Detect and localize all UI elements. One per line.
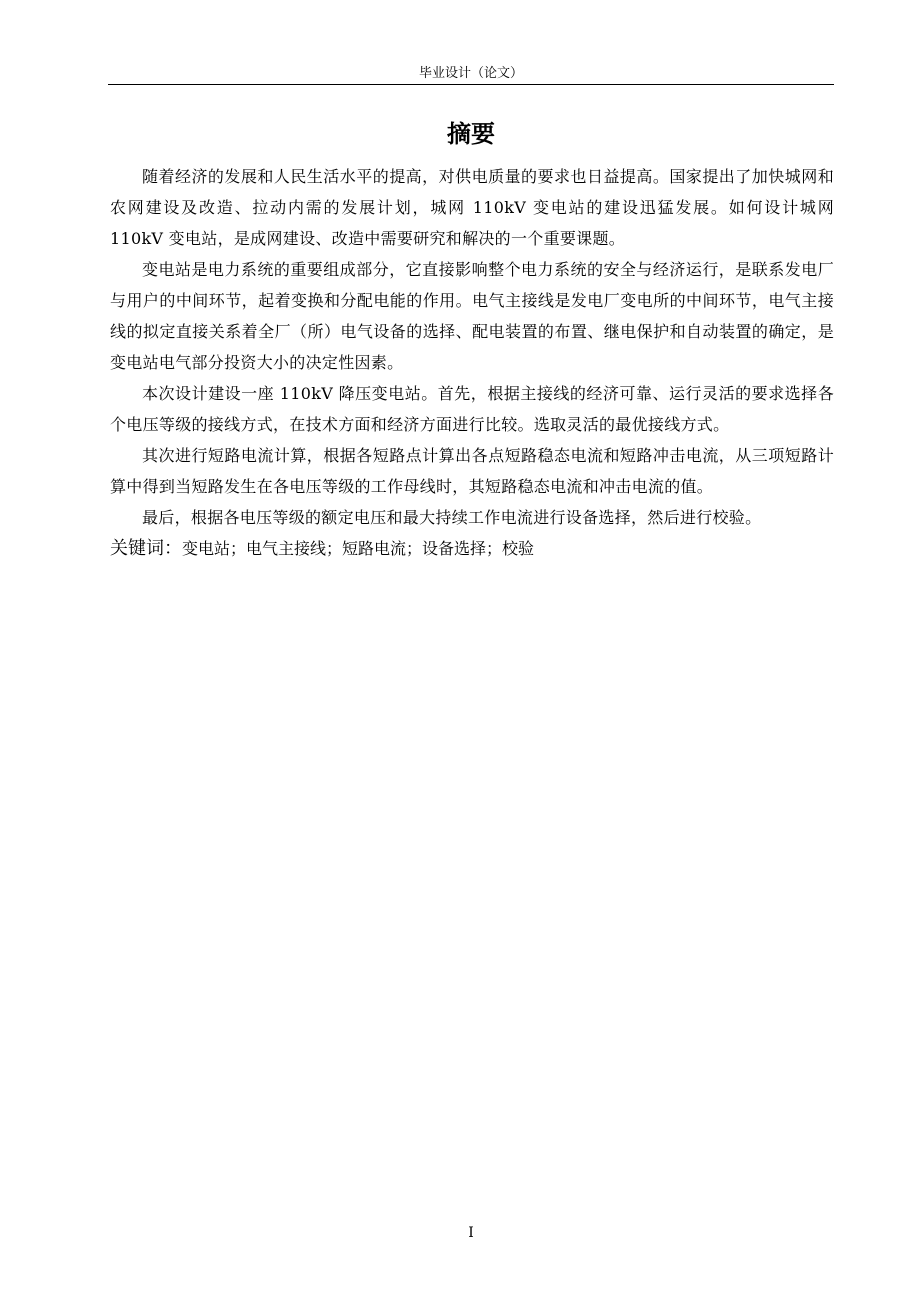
keywords-line	[110, 533, 834, 564]
abstract-paragraph-5: 最后，根据各电压等级的额定电压和最大持续工作电流进行设备选择，然后进行校验。	[142, 508, 762, 527]
abstract-body	[110, 161, 834, 564]
abstract-paragraph-2: 变电站是电力系统的重要组成部分，它直接影响整个电力系统的安全与经济运行，是联系发电厂与用户的中间环节，起着变换和分配电能的作用。电气主接线是发电厂变电所的中间环节，电气主接线的拟定直接关系着全厂（所）电气设备的选择、配电装置的布置、继电保护和自动装置的确定，是变电站电气部分投资大小的决定性因素。	[110, 260, 834, 372]
header-rule	[108, 84, 834, 85]
abstract-title: 摘要	[447, 120, 495, 148]
keywords-label: 关键词：	[110, 538, 182, 559]
page-number: I	[468, 1225, 474, 1241]
abstract-paragraph-3: 本次设计建设一座 110kV 降压变电站。首先，根据主接线的经济可靠、运行灵活的要求选择各个电压等级的接线方式，在技术方面和经济方面进行比较。选取灵活的最优接线方式。	[110, 384, 834, 434]
running-header: 毕业设计（论文）	[418, 66, 523, 81]
abstract-paragraph-4: 其次进行短路电流计算，根据各短路点计算出各点短路稳态电流和短路冲击电流，从三项短路计算中得到当短路发生在各电压等级的工作母线时，其短路稳态电流和冲击电流的值。	[110, 446, 834, 496]
abstract-paragraph-1: 随着经济的发展和人民生活水平的提高，对供电质量的要求也日益提高。国家提出了加快城网和农网建设及改造、拉动内需的发展计划，城网 110kV 变电站的建设迅猛发展。如何设计城网 110kV 变电站，是成网建设、改造中需要研究和解决的一个重要课题。	[110, 167, 834, 248]
keywords-text: 变电站；电气主接线；短路电流；设备选择；校验	[182, 539, 535, 558]
